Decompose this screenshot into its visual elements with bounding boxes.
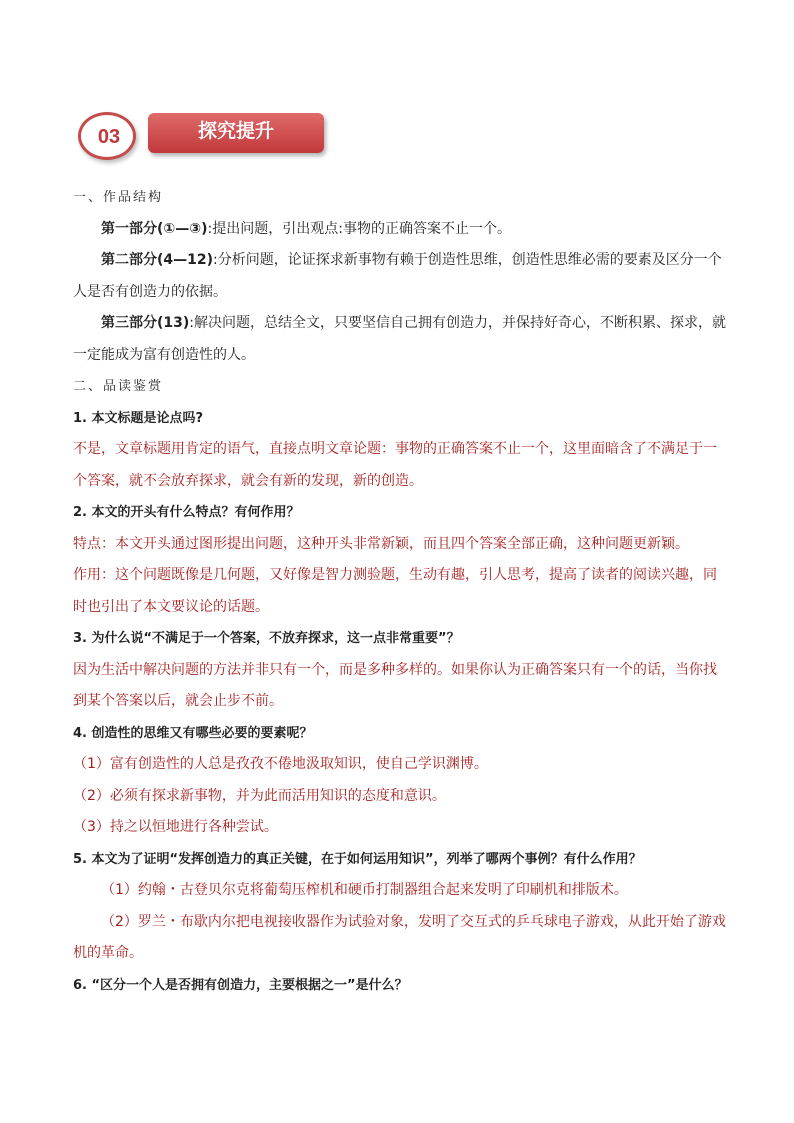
section-number: 03 [97,126,121,148]
part3-text-a: :解决问题，总结全文，只要坚信自己拥有创造力，并保持好奇心，不断积累、探求，就 [189,315,726,331]
answer-5-item1: （1）约翰・古登贝尔克将葡萄压榨机和硬币打制器组合起来发明了印刷机和排版术。 [101,882,628,898]
question-6: 6. “区分一个人是否拥有创造力，主要根据之一”是什么？ [73,977,408,993]
part1-label: 第一部分(①—③) [101,220,208,237]
answer-5-item2a: （2）罗兰・布歇内尔把电视接收器作为试验对象，发明了交互式的乒乓球电子游戏，从此开始了游戏 [101,913,726,930]
answer-3b: 到某个答案以后，就会止步不前。 [73,693,283,709]
answer-2-effect-a: 作用：这个问题既像是几何题，又好像是智力测验题，生动有趣，引人思考，提高了读者的阅读兴趣，同 [73,567,717,583]
answer-5-item2b: 机的革命。 [73,945,143,961]
part3-label: 第三部分(13) [101,315,190,331]
heading-appreciation: 二、品读鉴赏 [73,379,164,394]
answer-2-feature: 特点：本文开头通过图形提出问题，这种开头非常新颖，而且四个答案全部正确，这种问题更新颖。 [73,535,689,552]
answer-4-item2: （2）必须有探求新事物，并为此而活用知识的态度和意识。 [73,787,446,804]
question-2: 2. 本文的开头有什么特点？有何作用？ [73,505,300,520]
question-3: 3. 为什么说“不满足于一个答案，不放弃探求，这一点非常重要”？ [73,631,460,646]
section-title: 探究提升 [197,120,274,142]
structure-part1 [73,214,725,246]
answer-2-effect-b: 时也引出了本文要议论的话题。 [73,598,269,615]
document-body [73,182,725,1001]
answer-3a: 因为生活中解决问题的方法并非只有一个，而是多种多样的。如果你认为正确答案只有一个的话，当你找 [73,661,717,678]
structure-part3 [73,308,725,340]
part2-label: 第二部分(4—12) [101,252,214,268]
section-title-bar [148,113,324,153]
answer-1a: 不是，文章标题用肯定的语气，直接点明文章论题：事物的正确答案不止一个，这里面暗含了不满足于一 [73,441,717,457]
structure-part3-cont: 一定能成为富有创造性的人。 [73,346,255,363]
heading-structure: 一、作品结构 [73,190,164,205]
question-1: 1. 本文标题是论点吗? [73,410,204,426]
answer-4-item1: （1）富有创造性的人总是孜孜不倦地汲取知识，使自己学识渊博。 [73,756,488,772]
structure-part2 [73,245,725,277]
part1-text: :提出问题，引出观点:事物的正确答案不止一个。 [207,220,511,237]
question-4: 4. 创造性的思维又有哪些必要的要素呢？ [73,725,313,741]
answer-4-item3: （3）持之以恒地进行各种尝试。 [73,819,278,835]
question-5: 5. 本文为了证明“发挥创造力的真正关键，在于如何运用知识”，列举了哪两个事例？有什么作用？ [73,851,642,867]
section-banner [78,110,328,162]
part2-text-a: :分析问题，论证探求新事物有赖于创造性思维，创造性思维必需的要素及区分一个 [213,252,722,268]
structure-part2-cont: 人是否有创造力的依据。 [73,283,227,300]
section-number-badge [78,112,136,160]
answer-1b: 个答案，就不会放弃探求，就会有新的发现，新的创造。 [73,472,423,489]
